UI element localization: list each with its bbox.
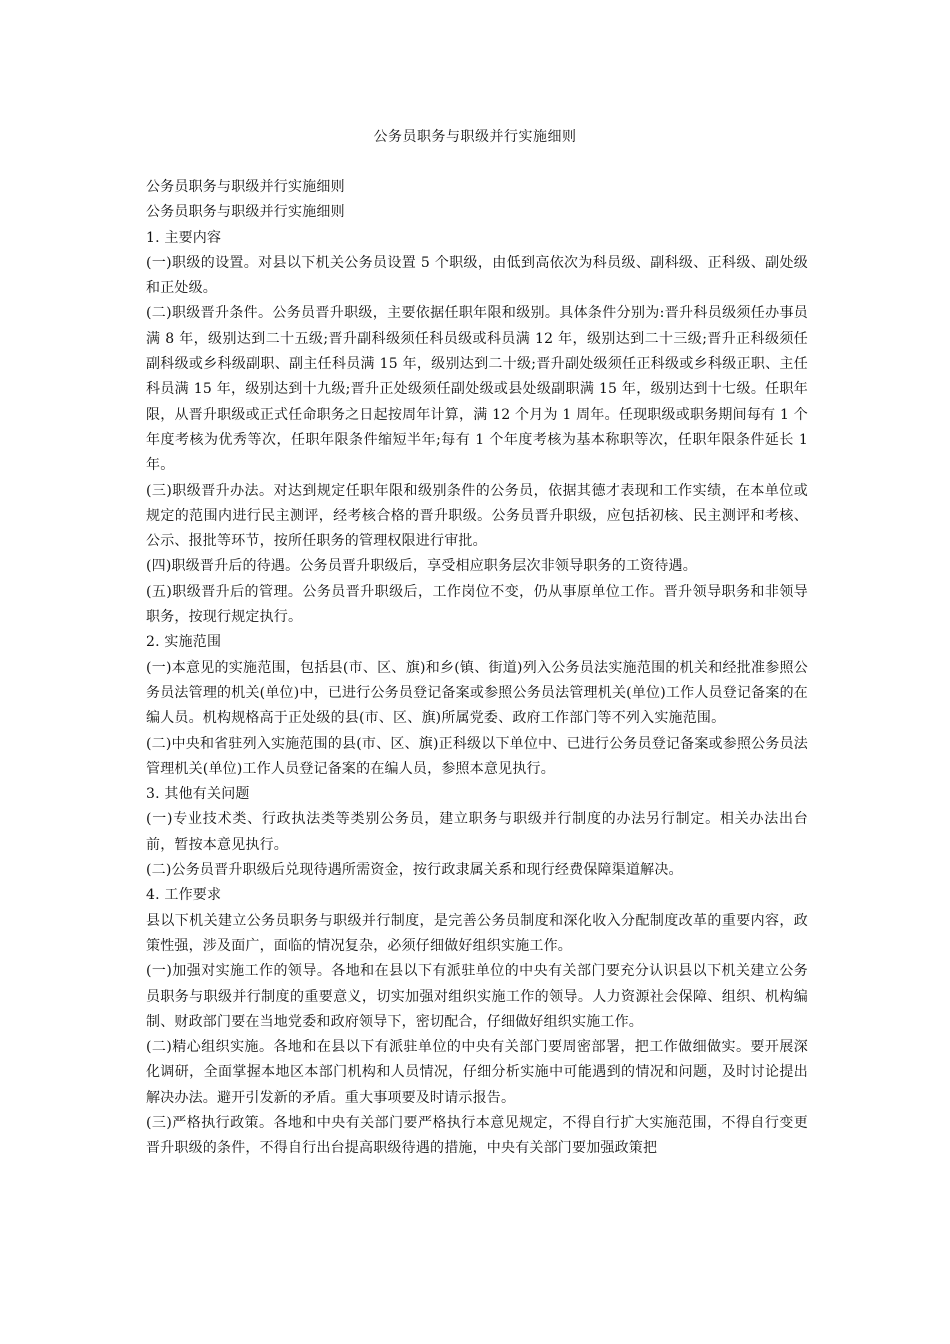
paragraph: (一)加强对实施工作的领导。各地和在县以下有派驻单位的中央有关部门要充分认识县以下机关建立公务员职务与职级并行制度的重要意义，切实加强对组织实施工作的领导。人力资源社会保障、组织、机构编制、财政部门要在当地党委和政府领导下，密切配合，仔细做好组织实施工作。 xyxy=(146,963,808,1030)
paragraph: (二)职级晋升条件。公务员晋升职级，主要依据任职年限和级别。具体条件分别为:晋升科员级须任办事员满 8 年，级别达到二十五级;晋升副科级须任科员级或科员满 12 年，级别达到二十三级;晋升正科级须任副科级或乡科级副职、副主任科员满 15 年，级别达到二十级;晋升副处级须任正科级或乡科级正职、主任科员满 15 年，级别达到十九级;晋升正处级须任副处级或县处级副职满 15 年，级别达到十七级。任职年限，从晋升职级或正式任命职务之日起按周年计算，满 12 个月为 1 周年。任现职级或职务期间每有 1 个年度考核为优秀等次，任职年限条件缩短半年;每有 1 个年度考核为基本称职等次，任职年限条件延长 1 年。 xyxy=(146,305,808,474)
paragraph: (二)公务员晋升职级后兑现待遇所需资金，按行政隶属关系和现行经费保障渠道解决。 xyxy=(146,862,683,879)
paragraph: (三)严格执行政策。各地和中央有关部门要严格执行本意见规定，不得自行扩大实施范围，不得自行变更晋升职级的条件，不得自行出台提高职级待遇的措施，中央有关部门要加强政策把 xyxy=(146,1114,808,1157)
paragraph: (五)职级晋升后的管理。公务员晋升职级后，工作岗位不变，仍从事原单位工作。晋升领导职务和非领导职务，按现行规定执行。 xyxy=(146,583,808,626)
paragraph-subtitle-2: 公务员职务与职级并行实施细则 xyxy=(146,204,345,221)
paragraph: (四)职级晋升后的待遇。公务员晋升职级后，享受相应职务层次非领导职务的工资待遇。 xyxy=(146,558,697,575)
section-heading-4: 4. 工作要求 xyxy=(146,887,222,904)
section-heading-2: 2. 实施范围 xyxy=(146,634,222,651)
paragraph: (一)职级的设置。对县以下机关公务员设置 5 个职级，由低到高依次为科员级、副科级、正科级、副处级和正处级。 xyxy=(146,254,808,297)
document-body xyxy=(146,175,808,1162)
paragraph: (二)中央和省驻列入实施范围的县(市、区、旗)正科级以下单位中、已进行公务员登记备案或参照公务员法管理机关(单位)工作人员登记备案的在编人员，参照本意见执行。 xyxy=(146,735,808,777)
paragraph: 县以下机关建立公务员职务与职级并行制度，是完善公务员制度和深化收入分配制度改革的重要内容，政策性强，涉及面广，面临的情况复杂，必须仔细做好组织实施工作。 xyxy=(146,912,808,954)
paragraph: (二)精心组织实施。各地和在县以下有派驻单位的中央有关部门要周密部署，把工作做细做实。要开展深化调研，全面掌握本地区本部门机构和人员情况，仔细分析实施中可能遇到的情况和问题，及时讨论提出解决办法。避开引发新的矛盾。重大事项要及时请示报告。 xyxy=(146,1039,808,1106)
paragraph-subtitle-1: 公务员职务与职级并行实施细则 xyxy=(146,179,345,195)
paragraph: (三)职级晋升办法。对达到规定任职年限和级别条件的公务员，依据其德才表现和工作实绩，在本单位或规定的范围内进行民主测评，经考核合格的晋升职级。公务员晋升职级，应包括初核、民主测评和考核、公示、报批等环节，按所任职务的管理权限进行审批。 xyxy=(146,482,808,550)
document-title: 公务员职务与职级并行实施细则 xyxy=(373,129,577,145)
section-heading-3: 3. 其他有关问题 xyxy=(146,786,250,803)
paragraph: (一)专业技术类、行政执法类等类别公务员，建立职务与职级并行制度的办法另行制定。相关办法出台前，暂按本意见执行。 xyxy=(146,811,808,853)
paragraph: (一)本意见的实施范围，包括县(市、区、旗)和乡(镇、街道)列入公务员法实施范围的机关和经批准参照公务员法管理的机关(单位)中，已进行公务员登记备案或参照公务员法管理机关(单位)工作人员登记备案的在编人员。机构规格高于正处级的县(市、区、旗)所属党委、政府工作部门等不列入实施范围。 xyxy=(146,659,808,727)
section-heading-1: 1. 主要内容 xyxy=(146,229,222,246)
